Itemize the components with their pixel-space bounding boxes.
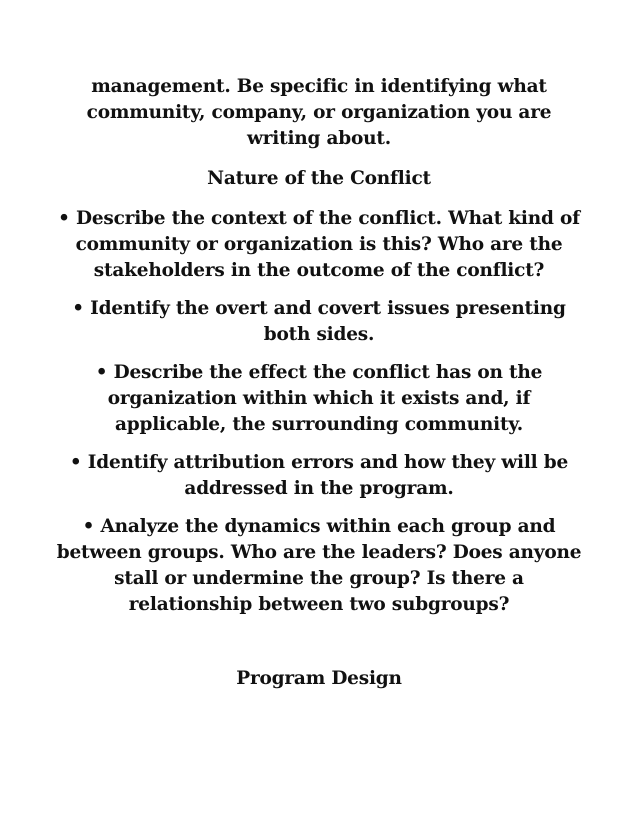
bullet-describe-context: • Describe the context of the conflict. What kind of community or organization is this? Who are the stakeholders in the outcome of the conflict? (58, 208, 580, 281)
bullet-analyze-dynamics: • Analyze the dynamics within each group and between groups. Who are the leaders? Does anyone stall or undermine the group? Is there a relationship between two subgroups? (56, 516, 582, 615)
intro-paragraph: management. Be specific in identifying what community, company, or organization you are writing about. (86, 76, 552, 149)
bullet-identify-issues: • Identify the overt and covert issues presenting both sides. (72, 298, 566, 345)
section-heading-nature-of-conflict: Nature of the Conflict (207, 168, 431, 189)
bullet-describe-effect: • Describe the effect the conflict has on the organization within which it exists and, if applicable, the surrounding community. (95, 362, 543, 435)
section-heading-program-design: Program Design (236, 668, 402, 689)
bullet-attribution-errors: • Identify attribution errors and how they will be addressed in the program. (69, 452, 569, 499)
